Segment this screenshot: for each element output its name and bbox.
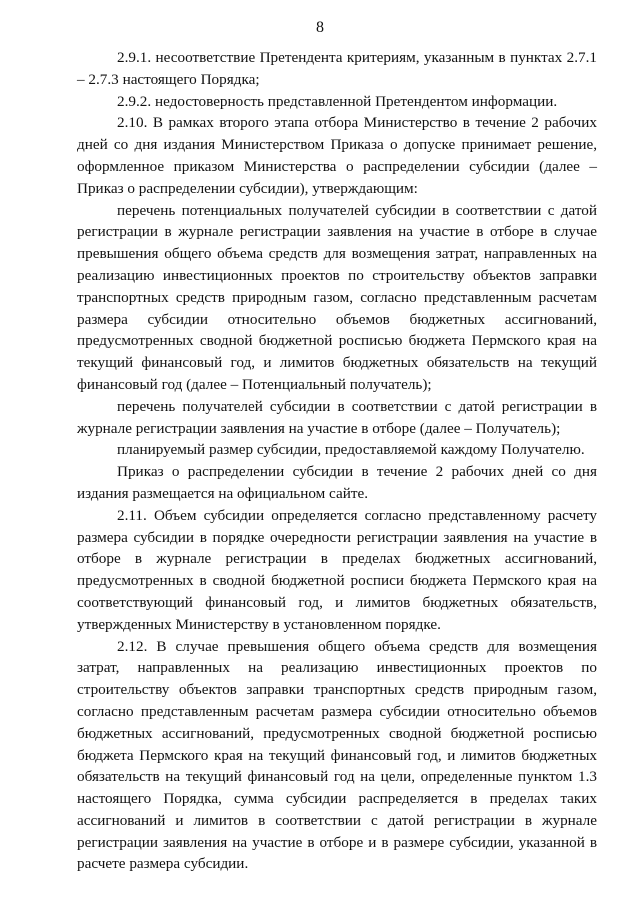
paragraph-2-9-1: 2.9.1. несоответствие Претендента критериям, указанным в пунктах 2.7.1 – 2.7.3 настоящего Порядка; [77, 49, 597, 88]
paragraph-2-10: 2.10. В рамках второго этапа отбора Министерство в течение 2 рабочих дней со дня издания Министерством Приказа о допуске принимает решение, оформленное приказом Министерства о распределении субсидии (далее – Приказ о распределении субсидии), утверждающим: [77, 114, 597, 197]
paragraph-recipients-list: перечень получателей субсидии в соответствии с датой регистрации в журнале регистрации заявления на участие в отборе (далее – Получатель); [77, 397, 597, 437]
paragraph-2-12: 2.12. В случае превышения общего объема средств для возмещения затрат, направленных на реализацию инвестиционных проектов по строительству объектов заправки транспортных средств природным газом, согласно представленным расчетам размера субсидии относительно объемов бюджетных ассигнований, предусмотренных сводной бюджетной росписью бюджета Пермского края на текущий финансовый год, и лимитов бюджетных обязательств на текущий финансовый год на цели, определенные пунктом 1.3 настоящего Порядка, сумма субсидии распределяется в пределах таких ассигнований и лимитов в соответствии с датой регистрации в журнале регистрации заявления на участие в отборе и в размере субсидии, указанной в расчете размера субсидии. [77, 637, 597, 873]
paragraph-order-publication: Приказ о распределении субсидии в течение 2 рабочих дней со дня издания размещается на официальном сайте. [77, 463, 597, 502]
paragraph-potential-recipients-list: перечень потенциальных получателей субсидии в соответствии с датой регистрации в журнале регистрации заявления на участие в отборе в случае превышения общего объема средств для возмещения затрат, направленных на реализацию инвестиционных проектов по строительству объектов заправки транспортных средств природным газом, согласно представленным расчетам размера субсидии относительно объемов бюджетных ассигнований, предусмотренных сводной бюджетной росписью бюджета Пермского края на текущий финансовый год, и лимитов бюджетных обязательств на текущий финансовый год (далее – Потенциальный получатель); [77, 201, 597, 393]
paragraph-planned-subsidy-size: планируемый размер субсидии, предоставляемой каждому Получателю. [117, 441, 585, 459]
paragraph-2-9-2: 2.9.2. недостоверность представленной Претендентом информации. [117, 92, 558, 110]
page-number: 8 [316, 19, 324, 36]
paragraph-2-11: 2.11. Объем субсидии определяется согласно представленному расчету размера субсидии в порядке очередности регистрации заявления на участие в отборе в журнале регистрации в пределах бюджетных ассигнований, предусмотренных в сводной бюджетной росписи бюджета Пермского края на соответствующий финансовый год, и лимитов бюджетных обязательств, утвержденных Министерству в установленном порядке. [77, 506, 597, 633]
document-body [77, 47, 597, 875]
